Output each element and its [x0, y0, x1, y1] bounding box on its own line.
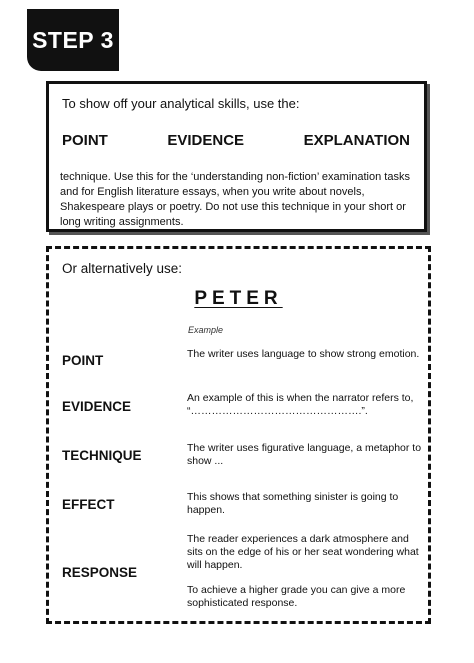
peter-definition-response-extra: To achieve a higher grade you can give a more sophisticated response.: [187, 584, 406, 609]
pee-term-evidence: EVIDENCE: [167, 132, 245, 149]
peter-definition-technique: The writer uses figurative language, a metaphor to show ...: [187, 442, 422, 467]
peter-term-evidence: EVIDENCE: [62, 399, 132, 414]
peter-term-technique: TECHNIQUE: [62, 448, 142, 463]
peter-term-point: POINT: [62, 353, 104, 368]
peter-term-response: RESPONSE: [62, 565, 138, 580]
peter-term-effect: EFFECT: [62, 497, 115, 512]
peter-definition-response: The reader experiences a dark atmosphere and sits on the edge of his or her seat wondering what will happen.: [187, 533, 419, 571]
step-badge: [27, 9, 119, 71]
pee-description: technique. Use this for the ‘understanding non-fiction’ examination tasks and for English literature essays, when you write about novels, Shakespeare plays or poetry. Do not use this technique in your short or long writing assignments.: [60, 171, 410, 228]
pee-technique-box: [46, 81, 427, 232]
example-label: Example: [188, 325, 224, 335]
pee-intro-text: To show off your analytical skills, use the:: [62, 96, 300, 111]
peter-technique-box: [46, 246, 431, 624]
peter-intro-text: Or alternatively use:: [62, 261, 183, 276]
peter-definition-effect: This shows that something sinister is going to happen.: [187, 491, 399, 516]
pee-terms-row: [62, 132, 410, 149]
peter-definition-point: The writer uses language to show strong emotion.: [187, 348, 420, 360]
peter-definition-evidence: An example of this is when the narrator refers to, “………………………………………….”.: [187, 392, 414, 417]
peter-title: PETER: [194, 288, 283, 309]
pee-term-explanation: EXPLANATION: [303, 132, 410, 149]
step-label: STEP 3: [32, 26, 114, 53]
pee-term-point: POINT: [62, 132, 108, 149]
